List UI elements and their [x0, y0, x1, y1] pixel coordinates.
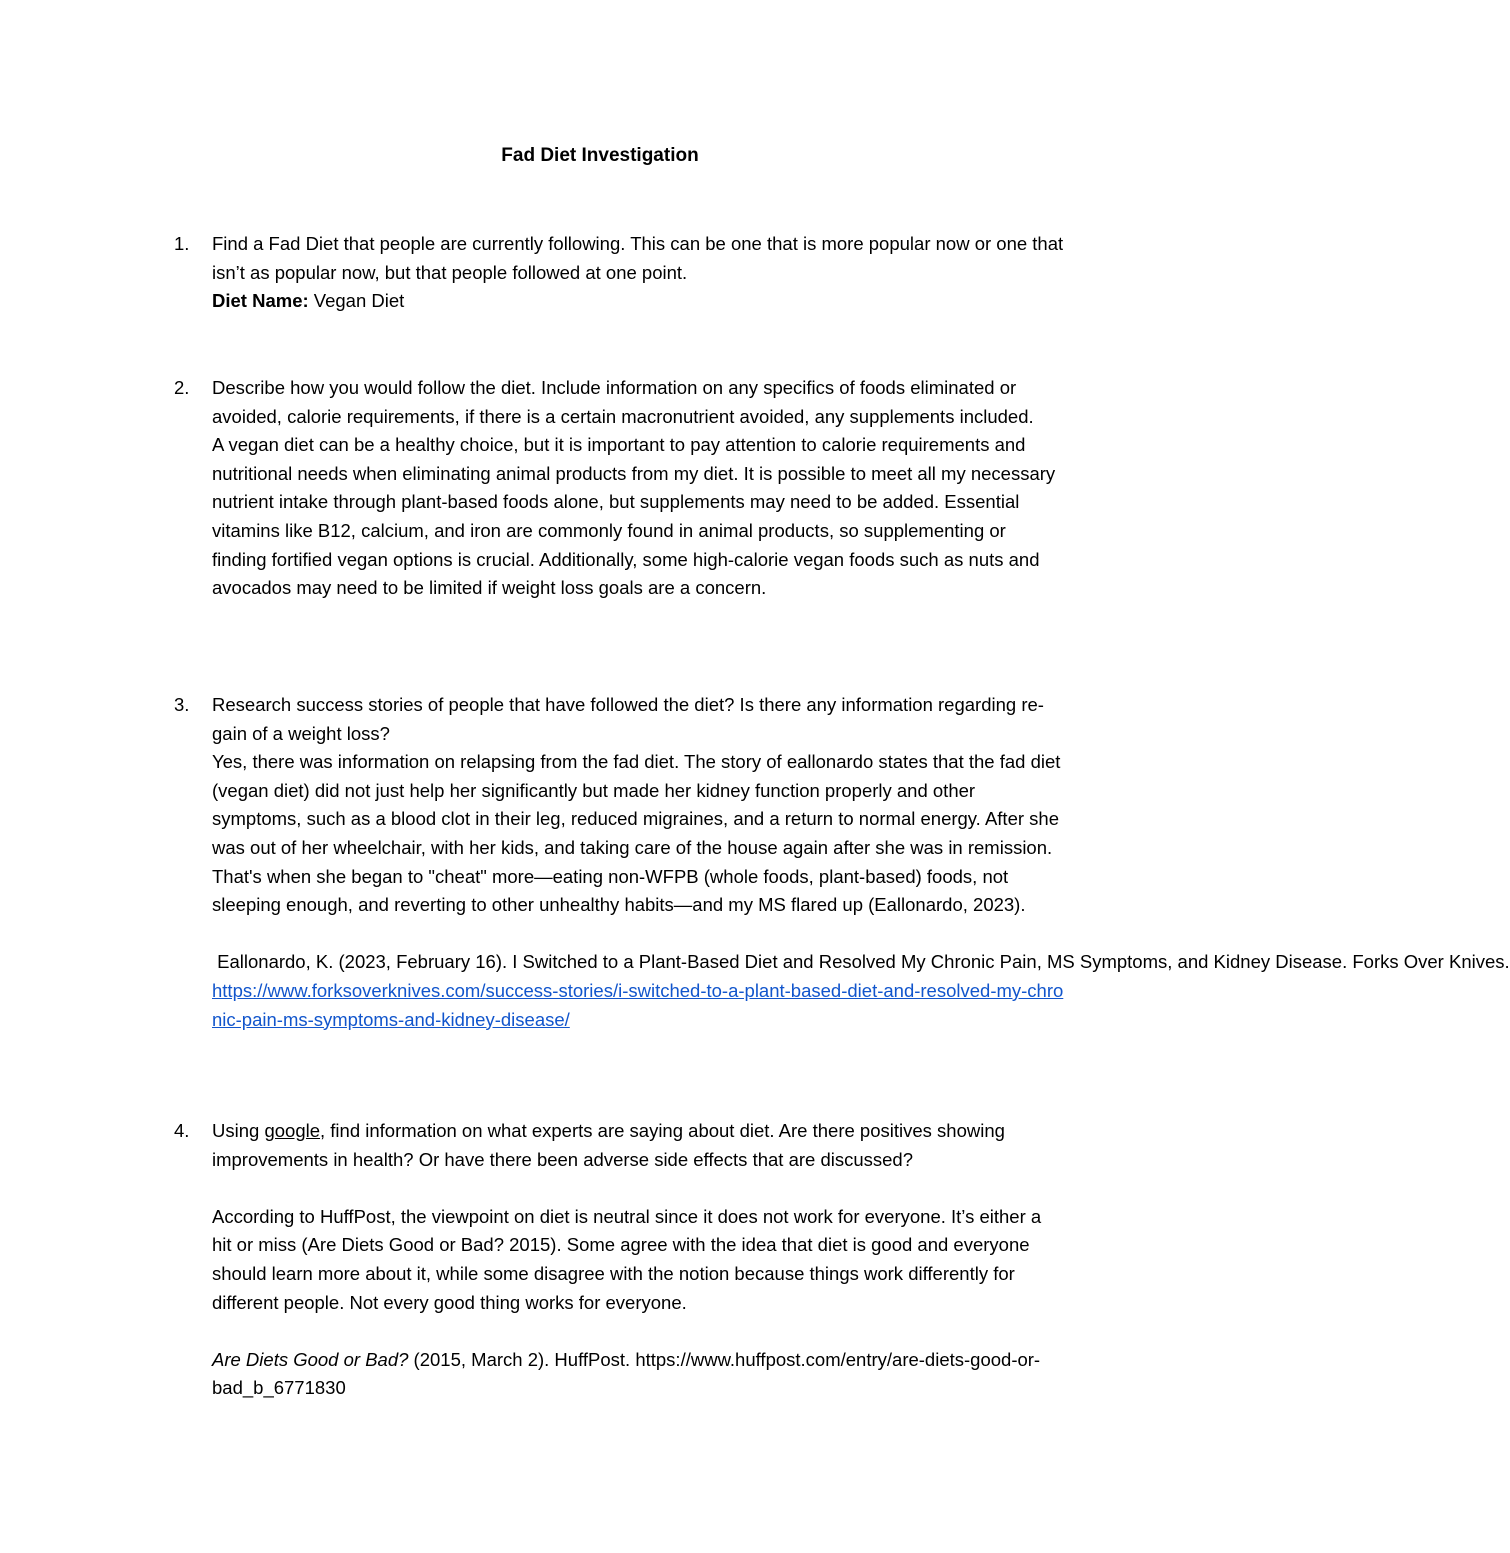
citation-title: Are Diets Good or Bad?	[212, 1348, 409, 1370]
question-3	[174, 691, 1510, 1034]
question-text-end: , find information on what experts are saying about diet. Are there positives showing improvements in health? Or have there been adverse side effects that are discussed?	[212, 1120, 1005, 1170]
question-text	[212, 1117, 1064, 1174]
answer-text: Yes, there was information on relapsing from the fad diet. The story of eallonardo states that the fad diet (vegan diet) did not just help her significantly but made her kidney function properly and other symptoms, such as a blood clot in their leg, reduced migraines, and a return to normal energy. After she was out of her wheelchair, with her kids, and taking care of the house again after she was in remission. That's when she began to "cheat" more—eating non-WFPB (whole foods, plant-based) foods, not sleeping enough, and reverting to other unhealthy habits—and my MS flared up (Eallonardo, 2023).	[212, 751, 1061, 916]
answer-text: According to HuffPost, the viewpoint on diet is neutral since it does not work for everyone. It’s either a hit or miss (Are Diets Good or Bad? 2015). Some agree with the idea that diet is good and everyone should learn more about it, while some disagree with the notion because things work differently for different people. Not every good thing works for everyone.	[212, 1205, 1042, 1313]
question-number: 4.	[174, 1120, 190, 1141]
question-4	[174, 1117, 1064, 1403]
question-text-start: Using	[212, 1120, 265, 1141]
answer-text: A vegan diet can be a healthy choice, but it is important to pay attention to calorie requirements and nutritional needs when eliminating animal products from my diet. It is possible to meet all my necessary nutrient intake through plant-based foods alone, but supplements may need to be added. Essential vitamins like B12, calcium, and iron are commonly found in animal products, so supplementing or finding fortified vegan options is crucial. Additionally, some high-calorie vegan foods such as nuts and avocados may need to be limited if weight loss goals are a concern.	[212, 434, 1056, 599]
answer-text	[212, 287, 1064, 316]
document-title: Fad Diet Investigation	[501, 145, 699, 166]
question-number: 2.	[174, 377, 190, 398]
answer-label: Diet Name:	[212, 290, 309, 312]
question-text: Describe how you would follow the diet. Include information on any specifics of foods eliminated or avoided, calorie requirements, if there is a certain macronutrient avoided, any supplements included.	[212, 377, 1034, 427]
answer-value: Vegan Diet	[308, 290, 405, 312]
citation-rest: (2015, March 2). HuffPost. https://www.huffpost.com/entry/are-diets-good-or-bad_b_6771830	[212, 1348, 1041, 1399]
question-number: 1.	[174, 233, 190, 254]
question-text: Find a Fad Diet that people are currently following. This can be one that is more popular now or one that isn’t as popular now, but that people followed at one point.	[212, 233, 1064, 283]
google-link[interactable]: google	[264, 1120, 321, 1141]
citation	[212, 1346, 1064, 1403]
citation-link[interactable]: https://www.forksoverknives.com/success-stories/i-switched-to-a-plant-based-diet-and-resolved-my-chronic-pain-ms-symptoms-and-kidney-disease/	[212, 979, 1064, 1030]
question-2	[174, 374, 1064, 603]
citation	[212, 948, 1510, 977]
question-text: Research success stories of people that have followed the diet? Is there any information regarding re-gain of a weight loss?	[212, 694, 1044, 744]
question-1	[174, 230, 1064, 316]
question-number: 3.	[174, 694, 190, 715]
citation-text: Eallonardo, K. (2023, February 16). I Switched to a Plant-Based Diet and Resolved My Chronic Pain, MS Symptoms, and Kidney Disease. Forks Over Knives.	[212, 951, 1510, 973]
citation-link-line	[212, 977, 1064, 1034]
